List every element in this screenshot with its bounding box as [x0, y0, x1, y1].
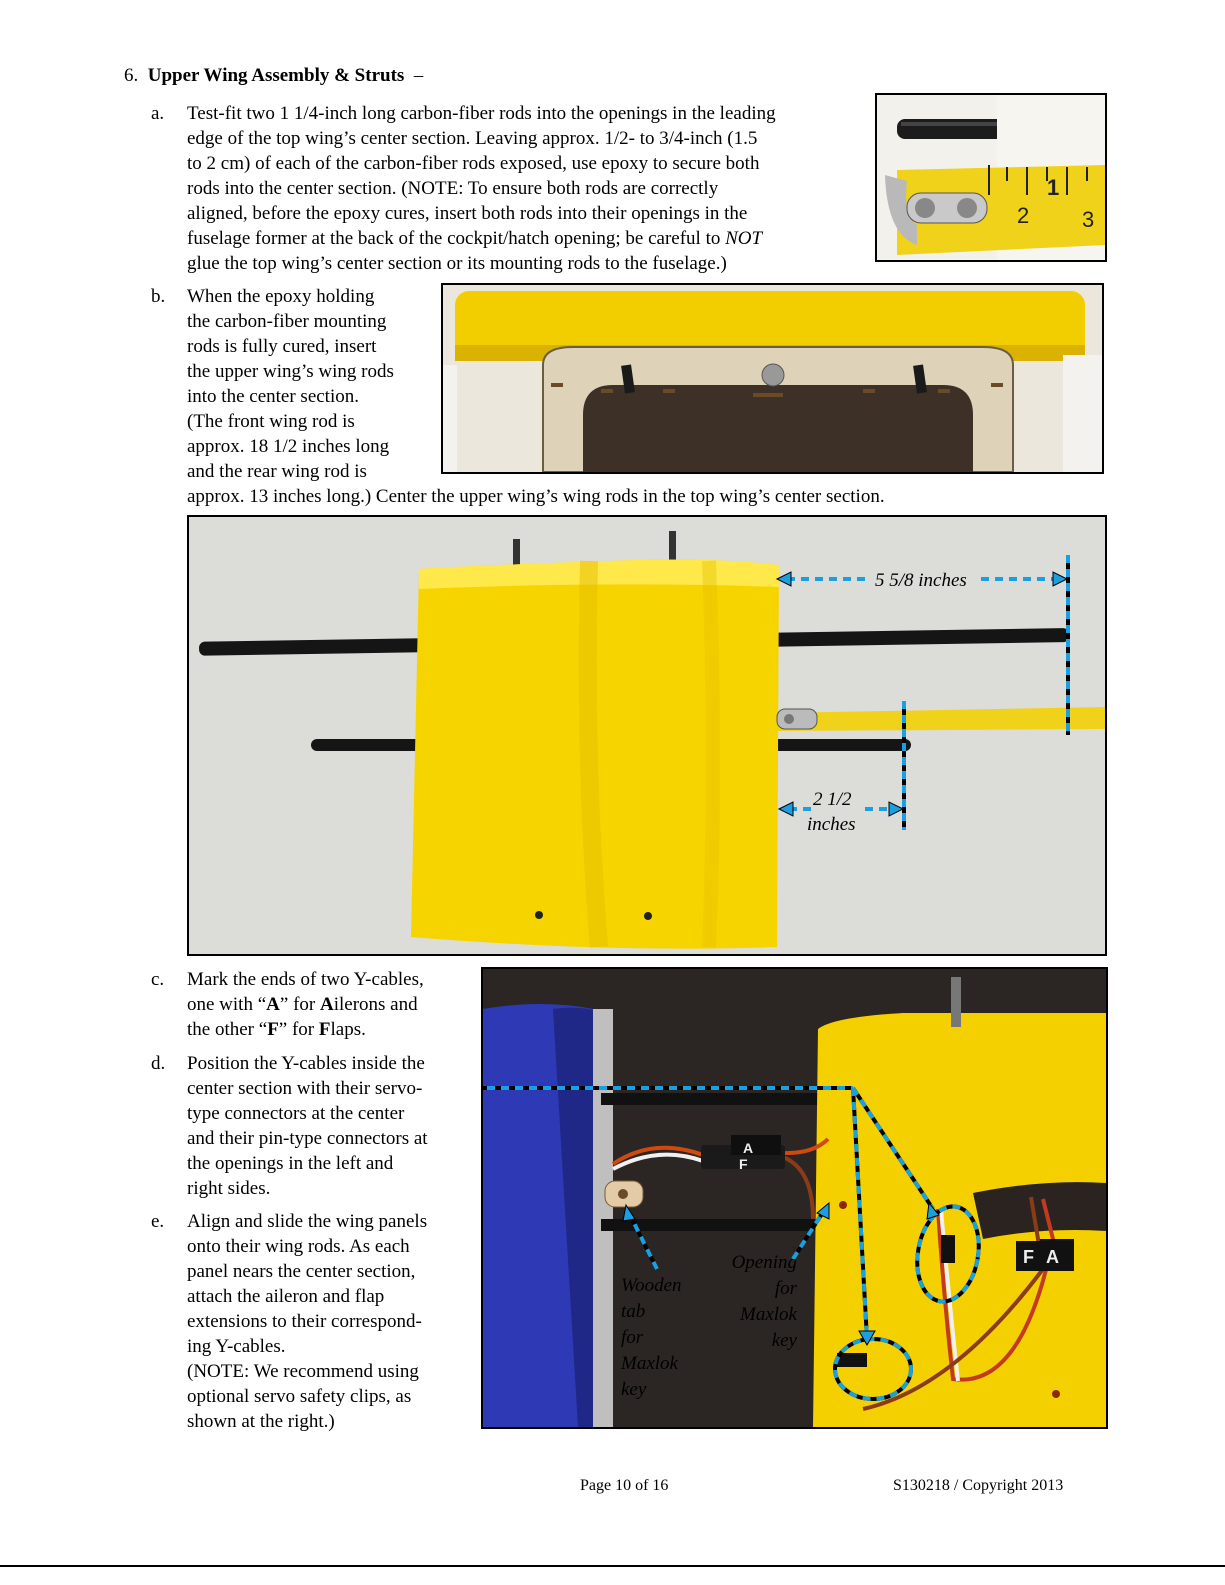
measure-5-5-8-label: 5 5/8 inches [875, 570, 967, 591]
step-a-line: aligned, before the epoxy cures, insert both rods into their openings in the [187, 203, 748, 224]
page-number: Page 10 of 16 [580, 1477, 669, 1494]
step-d-line: right sides. [187, 1178, 271, 1199]
step-a-line: to 2 cm) of each of the carbon-fiber rods exposed, use epoxy to secure both [187, 153, 760, 174]
step-b-line: approx. 18 1/2 inches long [187, 436, 390, 457]
section-dash: – [413, 65, 424, 86]
photo-center-section-drawing [189, 517, 1105, 954]
step-c-line: the other “F” for Flaps. [187, 1019, 366, 1040]
step-d-line: type connectors at the center [187, 1103, 405, 1124]
section-number: 6. [124, 65, 139, 86]
section-heading [124, 63, 423, 88]
step-c-text [187, 967, 477, 1042]
cable-label: A [1046, 1247, 1059, 1267]
step-e-line: (NOTE: We recommend using [187, 1361, 419, 1382]
photo-y-cables [481, 967, 1108, 1429]
emphasis-not: NOT [725, 228, 763, 249]
photo-fuselage-former-drawing [443, 285, 1102, 472]
step-e-text [187, 1209, 477, 1434]
opening-label: Opening for Maxlok key [731, 1252, 797, 1351]
step-a-line: rods into the center section. (NOTE: To ensure both rods are correctly [187, 178, 719, 199]
step-e-line: optional servo safety clips, as [187, 1386, 412, 1407]
step-a-line: Test-fit two 1 1/4-inch long carbon-fiber rods into the openings in the leading [187, 103, 776, 124]
step-b-text [187, 284, 437, 484]
step-d-line: center section with their servo- [187, 1078, 423, 1099]
cable-label: A [743, 1140, 754, 1156]
photo-rod-measure [875, 93, 1107, 262]
measure-inches-label: inches [807, 814, 856, 835]
step-e-line: panel nears the center section, [187, 1261, 416, 1282]
step-e-line: onto their wing rods. As each [187, 1236, 410, 1257]
tape-number: 1 [1047, 175, 1060, 200]
step-e-line: attach the aileron and flap [187, 1286, 385, 1307]
step-d-line: the openings in the left and [187, 1153, 394, 1174]
photo-rod-measure-drawing [877, 95, 1105, 260]
bottom-rule [0, 1565, 1225, 1567]
step-b-line: the upper wing’s wing rods [187, 361, 394, 382]
step-d-line: and their pin-type connectors at [187, 1128, 428, 1149]
step-b-line: When the epoxy holding [187, 286, 375, 307]
footer-code: S130218 / Copyright 2013 [893, 1477, 1064, 1494]
step-b-marker: b. [151, 286, 166, 307]
cable-label: F [1023, 1247, 1034, 1267]
measure-2-1-2-label: 2 1/2 [813, 789, 852, 810]
wooden-tab-label: Wooden tab for Maxlok key [621, 1275, 682, 1400]
step-a-text [187, 101, 877, 276]
photo-center-section [187, 515, 1107, 956]
step-e-line: Align and slide the wing panels [187, 1211, 428, 1232]
photo-fuselage-former [441, 283, 1104, 474]
photo-y-cables-drawing [483, 969, 1106, 1427]
step-b-line: into the center section. [187, 386, 359, 407]
step-b-line: rods is fully cured, insert [187, 336, 377, 357]
step-c-marker: c. [151, 969, 165, 990]
step-e-marker: e. [151, 1211, 165, 1232]
step-b-line: (The front wing rod is [187, 411, 355, 432]
step-c-line: one with “A” for Ailerons and [187, 994, 418, 1015]
step-b-line: the carbon-fiber mounting [187, 311, 387, 332]
step-a-line: fuselage former at the back of the cockpit/hatch opening; be careful to NOT [187, 228, 763, 249]
step-a-marker: a. [151, 103, 165, 124]
step-e-line: shown at the right.) [187, 1411, 335, 1432]
step-c-line: Mark the ends of two Y-cables, [187, 969, 424, 990]
tape-number: 2 [1017, 203, 1030, 228]
step-b-line: and the rear wing rod is [187, 461, 367, 482]
tape-number: 3 [1082, 207, 1095, 232]
step-e-line: ing Y-cables. [187, 1336, 286, 1357]
section-title: Upper Wing Assembly & Struts [147, 65, 405, 86]
step-a-line: edge of the top wing’s center section. Leaving approx. 1/2- to 3/4-inch (1.5 [187, 128, 758, 149]
step-d-line: Position the Y-cables inside the [187, 1053, 425, 1074]
cable-label: F [739, 1156, 748, 1172]
step-e-line: extensions to their correspond- [187, 1311, 422, 1332]
step-a-line: glue the top wing’s center section or its mounting rods to the fuselage.) [187, 253, 727, 274]
step-b-line-last: approx. 13 inches long.) Center the upper wing’s wing rods in the top wing’s center section. [187, 486, 885, 507]
step-d-text [187, 1051, 477, 1201]
step-d-marker: d. [151, 1053, 166, 1074]
